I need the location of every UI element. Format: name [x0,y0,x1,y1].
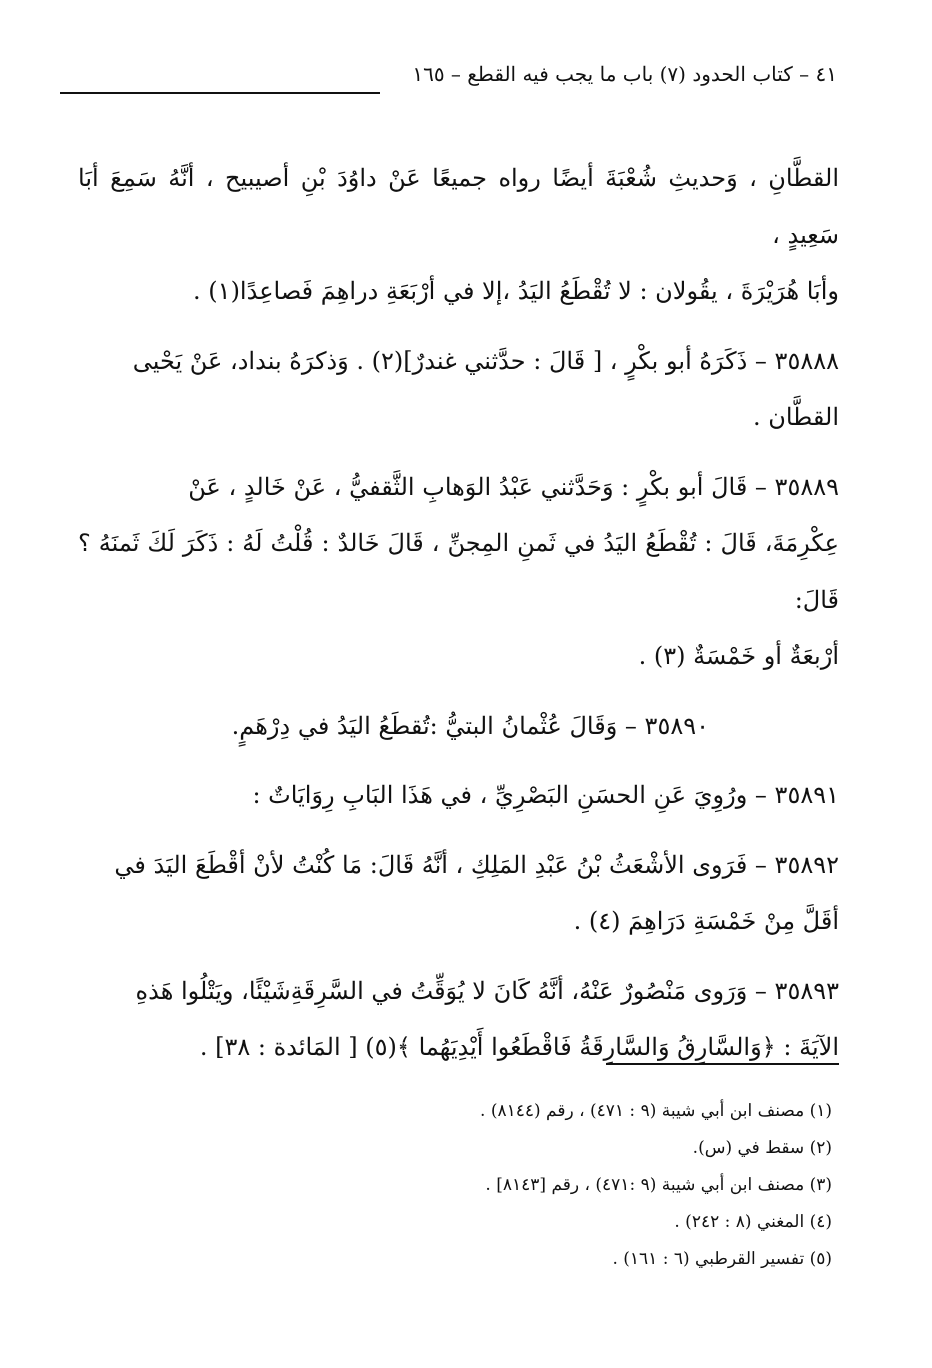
paragraph-line: القطَّانِ ، وَحديثِ شُعْبَةَ أيضًا رواه جميعًا عَنْ داوُدَ بْنِ أصيبيح ، أنَّهُ سَمِعَ أبَا سَعِيدٍ ، [78,164,839,249]
paragraph-line: أقَلَّ مِنْ خَمْسَةِ دَرَاهِمَ (٤) . [573,907,839,935]
footnote: (٢) سقط في (س). [692,1138,832,1158]
paragraph-line: أرْبعَةٌ أو خَمْسَةٌ (٣) . [638,642,839,670]
paragraph-line: ٣٥٨٨٨ – ذَكَرَهُ أبو بكْرٍ ، [ قَالَ : حدَّثني غندرٌ](٢) . وَذكرَهُ بنداد، عَنْ يَحْيى [132,346,839,375]
paragraph-line: ٣٥٨٩٣ – وَرَوى مَنْصُورٌ عَنْهُ، أنَّهُ كَانَ لا يُوَقِّتُ في السَّرِقَةِشَيْئًا، ويَتْلُوا هَذهِ [135,976,839,1005]
paragraph-line: الآيَةَ : ﴿وَالسَّارِقُ وَالسَّارِقَةُ فَاقْطَعُوا أَيْدِيَهُما ﴾(٥) [ المَائدة : ٣٨] . [199,1033,839,1061]
paragraph-line: ٣٥٨٨٩ – قَالَ أبو بكْرٍ : وَحَدَّثني عَبْدُ الوَهابِ الثَّقفيُّ ، عَنْ خَالدٍ ، عَنْ [188,472,839,501]
footnotes [80,1093,832,1278]
footnote: (٣) مصنف ابن أبي شيبة (٩ :٤٧١) ، رقم [٨١٤٣] . [485,1175,832,1195]
header-rule [60,92,380,94]
footnote-rule [606,1063,839,1065]
main-text [78,150,839,1076]
footnote: (٥) تفسير القرطبي (٦ : ١٦١) . [612,1249,832,1269]
paragraph-line: ٣٥٨٩٢ – فَرَوى الأشْعَثُ بْنُ عَبْدِ المَلِكِ ، أنَّهُ قَالَ: مَا كُنْتُ لأنْ أقْطَعَ اليَدَ في [114,850,839,879]
paragraph-line: وأبَا هُرَيْرَةَ ، يقُولان : لا تُقْطَعُ اليَدُ ،إلا في أرْبَعَةِ دراهِمَ فَصاعِدًا(١) . [193,277,839,305]
footnote: (٤) المغني (٨ : ٢٤٢) . [674,1212,832,1232]
paragraph-line: ٣٥٨٩١ – ورُوِيَ عَنِ الحسَنِ البَصْرِيِّ ، في هَذَا البَابِ رِوَايَاتٌ : [252,781,839,809]
paragraph-line: القطَّان . [752,403,839,431]
paragraph-line: ٣٥٨٩٠ – وَقَالَ عُثْمانُ البتيُّ :تُقطَعُ اليَدُ في دِرْهَمٍ. [231,711,709,740]
running-head: ٤١ – كتاب الحدود (٧) باب ما يجب فيه القطع – ١٦٥ [412,62,837,86]
paragraph-line: عِكْرِمَةَ، قَالَ : تُقْطَعُ اليَدُ في ثَمنِ المِجنِّ ، قَالَ خَالدٌ : قُلْتُ لَهُ : ذَكَرَ لَكَ ثَمنَهُ ؟ قَالَ: [78,529,839,614]
footnote: (١) مصنف ابن أبي شيبة (٩ : ٤٧١) ، رقم (٨١٤٤) . [480,1101,832,1121]
page-header [60,62,837,102]
